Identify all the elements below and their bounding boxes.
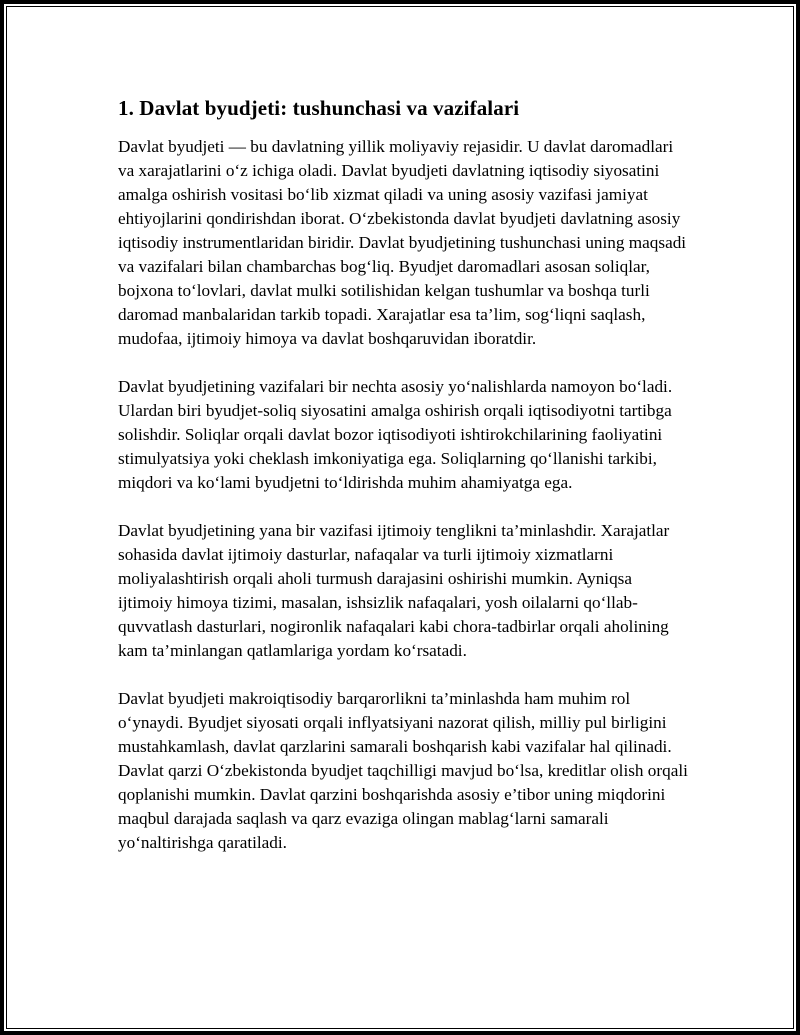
section-heading: 1. Davlat byudjeti: tushunchasi va vazifalari: [118, 96, 520, 120]
paragraph-2: Davlat byudjetining vazifalari bir nechta asosiy yo‘nalishlarda namoyon bo‘ladi. Ulardan biri byudjet-soliq siyosatini amalga oshirish orqali iqtisodiyotni tartibga solishdir. Soliqlar orqali davlat bozor iqtisodiyoti ishtirokchilarining faoliyatini stimulyatsiya yoki cheklash imkoniyatiga ega. Soliqlarning qo‘llanishi tarkibi, miqdori va ko‘lami byudjetni to‘ldirishda muhim ahamiyatga ega.: [118, 377, 673, 492]
paragraph-3: Davlat byudjetining yana bir vazifasi ijtimoiy tenglikni ta’minlashdir. Xarajatlar sohasida davlat ijtimoiy dasturlar, nafaqalar va turli ijtimoiy xizmatlarni moliyalashtirish orqali aholi turmush darajasini oshirishi mumkin. Ayniqsa ijtimoiy himoya tizimi, masalan, ishsizlik nafaqalari, yosh oilalarni qo‘llab-quvvatlash dasturlari, nogironlik nafaqalari kabi chora-tadbirlar orqali aholining kam ta’minlangan qatlamlariga yordam ko‘rsatadi.: [118, 521, 670, 660]
document-body: [118, 95, 688, 879]
paragraph-1: Davlat byudjeti — bu davlatning yillik moliyaviy rejasidir. U davlat daromadlari va xarajatlarini o‘z ichiga oladi. Davlat byudjeti davlatning iqtisodiy siyosatini amalga oshirish vositasi bo‘lib xizmat qiladi va uning asosiy vazifasi jamiyat ehtiyojlarini qondirishdan iborat. O‘zbekistonda davlat byudjeti davlatning asosiy iqtisodiy instrumentlaridan biridir. Davlat byudjetining tushunchasi uning maqsadi va vazifalari bilan chambarchas bog‘liq. Byudjet daromadlari asosan soliqlar, bojxona to‘lovlari, davlat mulki sotilishidan kelgan tushumlar va boshqa turli daromad manbalaridan tarkib topadi. Xarajatlar esa ta’lim, sog‘liqni saqlash, mudofaa, ijtimoiy himoya va davlat boshqaruvidan iboratdir.: [118, 137, 687, 348]
paragraph-4: Davlat byudjeti makroiqtisodiy barqarorlikni ta’minlashda ham muhim rol o‘ynaydi. Byudjet siyosati orqali inflyatsiyani nazorat qilish, milliy pul birligini mustahkamlash, davlat qarzlarini samarali boshqarish kabi vazifalar hal qilinadi. Davlat qarzi O‘zbekistonda byudjet taqchilligi mavjud bo‘lsa, kreditlar olish orqali qoplanishi mumkin. Davlat qarzini boshqarishda asosiy e’tibor uning miqdorini maqbul darajada saqlash va qarz evaziga olingan mablag‘larni samarali yo‘naltirishga qaratiladi.: [118, 689, 688, 852]
